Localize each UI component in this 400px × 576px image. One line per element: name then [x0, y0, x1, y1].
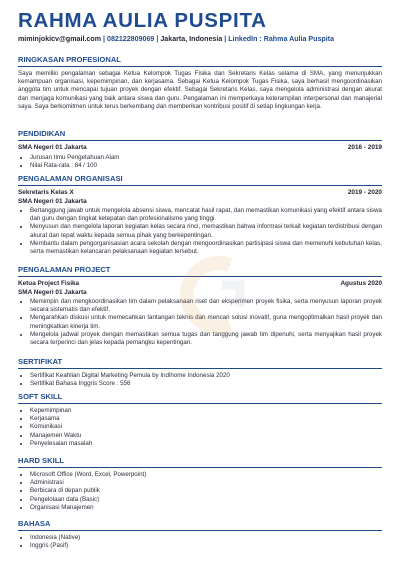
education-entry-header — [18, 144, 382, 153]
section-languages — [18, 519, 382, 550]
list-item: • Menyusun dan mengelola laporan kegiatan kelas secara rinci, memastikan bahwa informasi terkait kegiatan terdistribusi dengan akurat dan tepat waktu kepada semua pihak yang berkepentingan. — [30, 223, 382, 239]
list-item: • Nilai Rata-rata : 84 / 100 — [30, 162, 382, 170]
separator: | — [156, 35, 159, 43]
organization-entry-header — [18, 189, 382, 198]
list-item: • Administrasi — [30, 479, 382, 487]
contact-line — [18, 35, 382, 44]
list-item: • Inggris (Pasif) — [30, 542, 382, 550]
email[interactable]: miminjokicv@gmail.com — [18, 35, 102, 43]
profile-summary: Saya memiliki pengalaman sebagai Ketua Kelompok Tugas Fisika dan Sekretaris Kelas selama di SMA, yang menunjukkan kemampuan organisasi, kepemimpinan, dan kerjasama. Sebagai Ketua Kelompok Tugas Fisika, saya berhasil mengoordinasikan anggota tim untuk mencapai tujuan proyek dengan efektif. Sebagai Sekretaris Kelas, saya mengelola administrasi dengan akurat dan menjaga komunikasi yang baik antara siswa dan guru. Pengalaman ini memperkaya keterampilan interpersonal dan manajerial saya. Saya berkomitmen untuk terus berkembang dan memberikan kontribusi positif di setiap lingkungan kerja. — [18, 70, 382, 110]
language-list — [18, 534, 382, 550]
soft-skill-list — [18, 407, 382, 448]
linkedin-link[interactable]: LinkedIn : Rahma Aulia Puspita — [228, 35, 335, 43]
section-title: HARD SKILL — [18, 456, 382, 468]
list-item: • Sertifikat Keahlian Digital Marketing Pemula by Indihome Indonesia 2020 — [30, 372, 382, 380]
list-item: • Komunikasi — [30, 423, 382, 431]
separator: | — [103, 35, 106, 43]
list-item: • Indonesia (Native) — [30, 534, 382, 542]
section-certificates — [18, 357, 382, 388]
list-item: • Pengelolaan data (Basic) — [30, 496, 382, 504]
list-item: • Memimpin dan mengkoordinasikan tim dalam pelaksanaan riset dan eksperimen proyek fisika, serta menyusun laporan proyek secara sistematis dan efektif. — [30, 298, 382, 314]
project-date: Agustus 2020 — [340, 280, 382, 287]
list-item: • Kerjasama — [30, 415, 382, 423]
section-hard-skills — [18, 456, 382, 512]
section-title: PENGALAMAN ORGANISASI — [18, 174, 382, 186]
phone[interactable]: 082122809069 — [107, 35, 155, 43]
list-item: • Kepemimpinan — [30, 407, 382, 415]
list-item: • Penyelesaian masalah — [30, 440, 382, 448]
list-item: • Bertanggung jawab untuk mengelola absensi siswa, mencatat hasil rapat, dan memastikan komunikasi yang efektif antara siswa dan guru dengan tingkat ketepatan dan profesionalisme yang tinggi. — [30, 207, 382, 223]
organization-place: SMA Negeri 01 Jakarta — [18, 197, 87, 205]
watermark-logo-icon — [170, 255, 260, 335]
list-item: • Microsoft Office (Word, Excel, Powerpoint) — [30, 471, 382, 479]
section-title: RINGKASAN PROFESIONAL — [18, 55, 382, 67]
education-list — [18, 154, 382, 170]
list-item: • Sertifikat Bahasa Inggris Score : 556 — [30, 380, 382, 388]
organization-years: 2019 - 2020 — [347, 189, 382, 196]
hard-skill-list — [18, 471, 382, 512]
certificate-list — [18, 372, 382, 388]
section-title: SERTIFIKAT — [18, 357, 382, 369]
education-years: 2016 - 2019 — [347, 144, 382, 151]
project-place: SMA Negeri 01 Jakarta — [18, 288, 87, 296]
organization-role: Sekretaris Kelas X — [18, 189, 74, 196]
candidate-name: RAHMA AULIA PUSPITA — [18, 9, 267, 32]
list-item: • Mengelola jadwal proyek dengan memastikan semua tugas dan tanggung jawab tim dipenuhi, serta menyajikan hasil proyek secara terperinci dan jelas kepada pemangku kepentingan. — [30, 331, 382, 347]
school-name: SMA Negeri 01 Jakarta — [18, 144, 87, 151]
list-item: • Manajemen Waktu — [30, 432, 382, 440]
list-item: • Jurusan Ilmu Pengetahuan Alam — [30, 154, 382, 162]
section-education — [18, 129, 382, 170]
list-item: • Berbicara di depan publik — [30, 487, 382, 495]
section-title: BAHASA — [18, 519, 382, 531]
list-item: • Mengarahkan diskusi untuk memecahkan tantangan teknis dan mencari solusi inovatif, guna mengoptimalkan hasil proyek dan meningkatkan kinerja tim. — [30, 314, 382, 330]
project-role: Ketua Project Fisika — [18, 280, 80, 287]
section-title: SOFT SKILL — [18, 392, 382, 404]
section-title: PENDIDIKAN — [18, 129, 382, 141]
organization-list — [18, 207, 382, 256]
section-soft-skills — [18, 392, 382, 448]
section-title: PENGALAMAN PROJECT — [18, 265, 382, 277]
section-organization — [18, 174, 382, 256]
list-item: • Membantu dalam pengorganisasian acara sekolah dengan mengoordinasikan partisipasi siswa dan memenuhi kebutuhan kelas, serta memastikan kelancaran pelaksanaan kegiatan tersebut. — [30, 240, 382, 256]
location: Jakarta, Indonesia — [160, 35, 223, 43]
separator: | — [224, 35, 227, 43]
section-profile — [18, 55, 382, 111]
list-item: • Organisasi Manajemen — [30, 504, 382, 512]
